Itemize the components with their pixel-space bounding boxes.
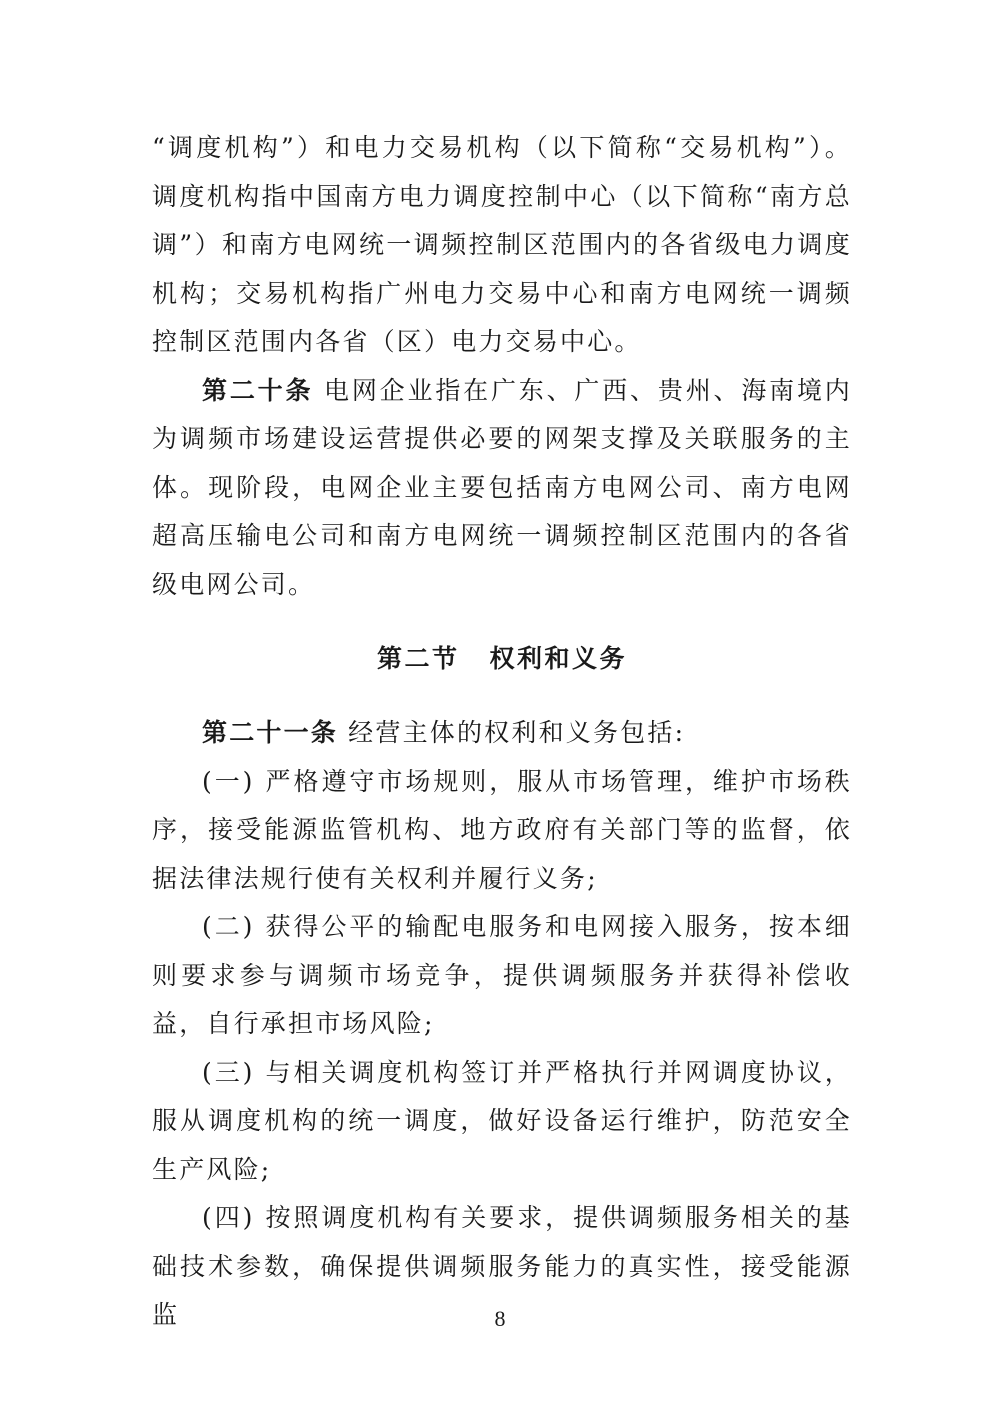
section-heading <box>152 635 852 683</box>
paragraph-text: (四) 按照调度机构有关要求，提供调频服务相关的基础技术参数，确保提供调频服务能力的真实性，接受能源监 <box>152 1203 852 1329</box>
paragraph-text: 电网企业指在广东、广西、贵州、海南境内为调频市场建设运营提供必要的网架支撑及关联服务的主体。现阶段，电网企业主要包括南方电网公司、南方电网超高压输电公司和南方电网统一调频控制区范围内的各省级电网公司。 <box>152 375 852 599</box>
paragraph-text: (三) 与相关调度机构签订并严格执行并网调度协议，服从调度机构的统一调度，做好设备运行维护，防范安全生产风险; <box>152 1057 852 1184</box>
section-number: 第二节 <box>376 644 460 673</box>
paragraph-text: “调度机构”）和电力交易机构（以下简称“交易机构”）。调度机构指中国南方电力调度控制中心（以下简称“南方总调”）和南方电网统一调频控制区范围内的各省级电力调度机构；交易机构指广州电力交易中心和南方电网统一调频控制区范围内各省（区）电力交易中心。 <box>152 133 852 356</box>
paragraph-text: (二) 获得公平的输配电服务和电网接入服务，按本细则要求参与调频市场竞争，提供调频服务并获得补偿收益，自行承担市场风险; <box>152 912 852 1038</box>
paragraph-continuation <box>152 124 852 367</box>
page-body <box>152 124 852 1340</box>
article-20-paragraph <box>152 367 852 610</box>
section-title: 权利和义务 <box>489 644 628 673</box>
article-21-paragraph <box>152 709 852 758</box>
list-item-3 <box>152 1049 852 1195</box>
paragraph-text: 经营主体的权利和义务包括: <box>338 718 686 747</box>
list-item-1 <box>152 758 852 904</box>
list-item-2 <box>152 903 852 1049</box>
article-number: 第二十一条 <box>202 718 339 747</box>
page-number: 8 <box>494 1306 506 1331</box>
paragraph-text: (一) 严格遵守市场规则，服从市场管理，维护市场秩序，接受能源监管机构、地方政府有关部门等的监督，依据法律法规行使有关权利并履行义务; <box>152 766 852 893</box>
article-number: 第二十条 <box>202 375 314 405</box>
